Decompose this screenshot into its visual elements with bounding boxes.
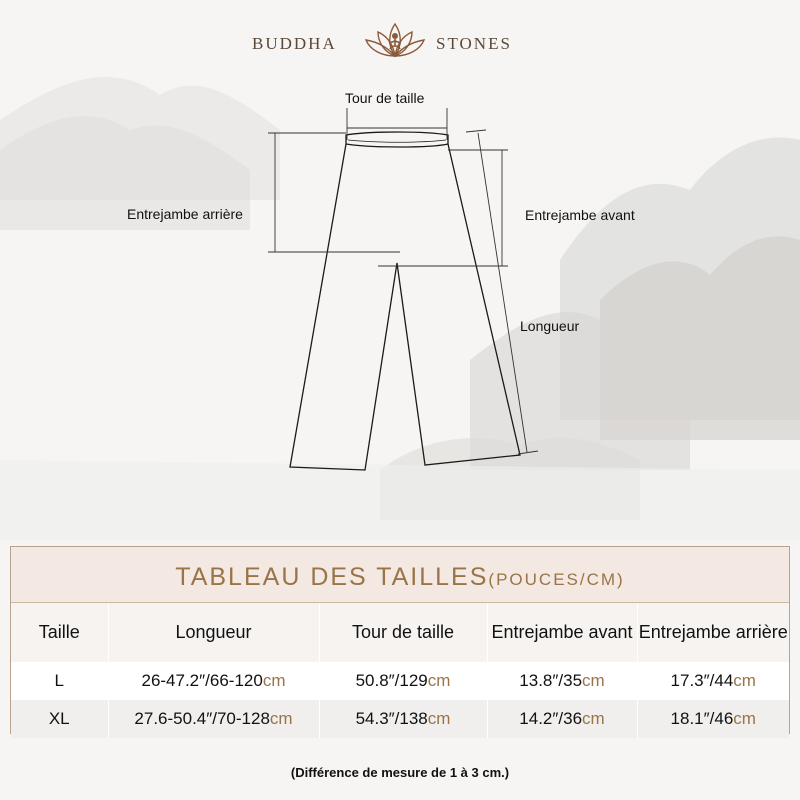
header-waist: Tour de taille [319,603,487,662]
cell-back-rise: 17.3″/44cm [637,662,789,700]
brand-name-left: BUDDHA [252,34,337,53]
table-row [11,700,789,738]
header-back-rise: Entrejambe arrière [637,603,789,662]
waistband-outline [346,132,448,147]
length-measure-line [478,133,527,452]
size-table [11,603,789,738]
size-chart-title-text: TABLEAU DES TAILLES [175,563,489,591]
cell-front-rise: 13.8″/35cm [487,662,637,700]
back-rise-label: Entrejambe arrière [127,206,243,222]
cell-waist: 50.8″/129cm [319,662,487,700]
table-row [11,662,789,700]
size-chart [10,546,790,734]
brand-name-right: STONES [436,34,512,53]
waistband-inner-line [348,140,446,142]
header-front-rise: Entrejambe avant [487,603,637,662]
size-chart-unit: (POUCES/CM) [488,570,625,589]
cell-length: 27.6-50.4″/70-128cm [108,700,319,738]
length-label: Longueur [520,318,580,334]
front-rise-label: Entrejambe avant [525,207,635,223]
table-header-row [11,603,789,662]
cell-back-rise: 18.1″/46cm [637,700,789,738]
measurement-note: (Différence de mesure de 1 à 3 cm.) [290,765,510,780]
size-chart-title [11,547,789,603]
header-length: Longueur [108,603,319,662]
waist-label: Tour de taille [345,90,425,106]
cell-front-rise: 14.2″/36cm [487,700,637,738]
cell-length: 26-47.2″/66-120cm [108,662,319,700]
cell-size: L [11,662,108,700]
header-size: Taille [11,603,108,662]
pants-outline [290,144,520,470]
cell-waist: 54.3″/138cm [319,700,487,738]
cell-size: XL [11,700,108,738]
